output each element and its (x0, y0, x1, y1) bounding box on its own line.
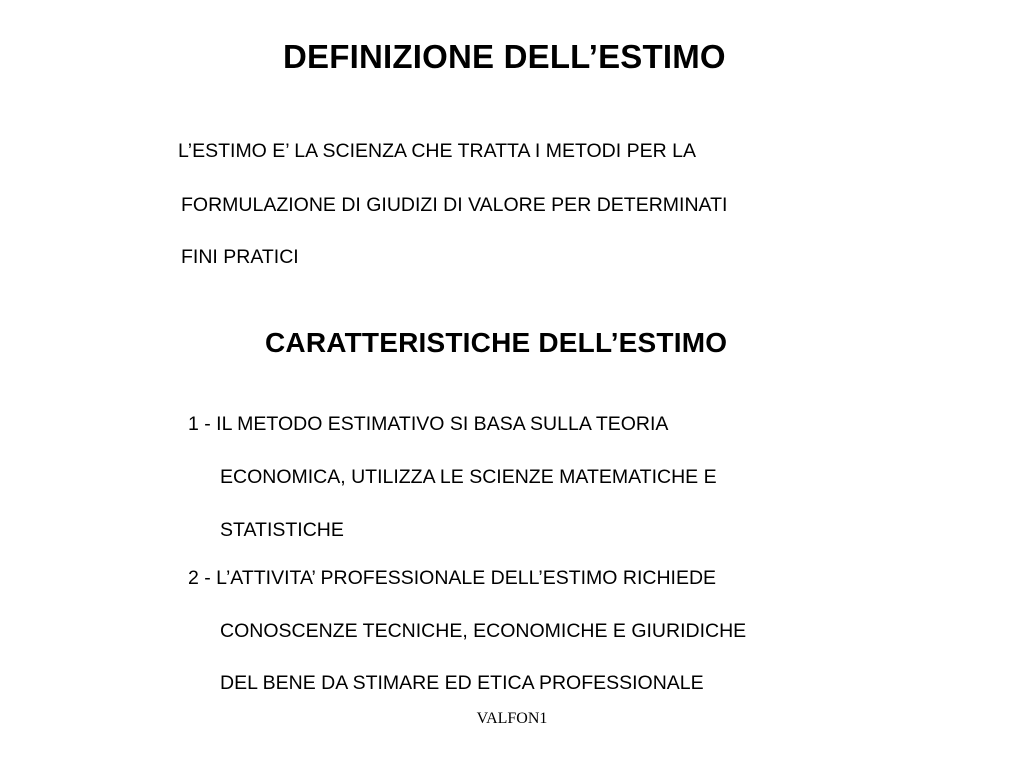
characteristic-1-line-3: STATISTICHE (220, 519, 344, 541)
slide-footer: VALFON1 (476, 710, 548, 727)
characteristic-2-line-3: DEL BENE DA STIMARE ED ETICA PROFESSIONALE (220, 672, 704, 694)
characteristic-2-line-2: CONOSCENZE TECNICHE, ECONOMICHE E GIURIDICHE (220, 620, 747, 642)
definition-line-1: L’ESTIMO E’ LA SCIENZA CHE TRATTA I METODI PER LA (178, 140, 696, 162)
definition-line-2: FORMULAZIONE DI GIUDIZI DI VALORE PER DETERMINATI (181, 194, 728, 216)
characteristic-1-line-2: ECONOMICA, UTILIZZA LE SCIENZE MATEMATICHE E (220, 466, 717, 488)
characteristic-1-line-1: 1 - IL METODO ESTIMATIVO SI BASA SULLA TEORIA (188, 413, 669, 435)
characteristic-2-line-1: 2 - L’ATTIVITA’ PROFESSIONALE DELL’ESTIMO RICHIEDE (188, 567, 717, 589)
definition-heading: DEFINIZIONE DELL’ESTIMO (283, 38, 726, 75)
definition-line-3: FINI PRATICI (181, 246, 299, 268)
characteristics-heading: CARATTERISTICHE DELL’ESTIMO (265, 327, 728, 358)
